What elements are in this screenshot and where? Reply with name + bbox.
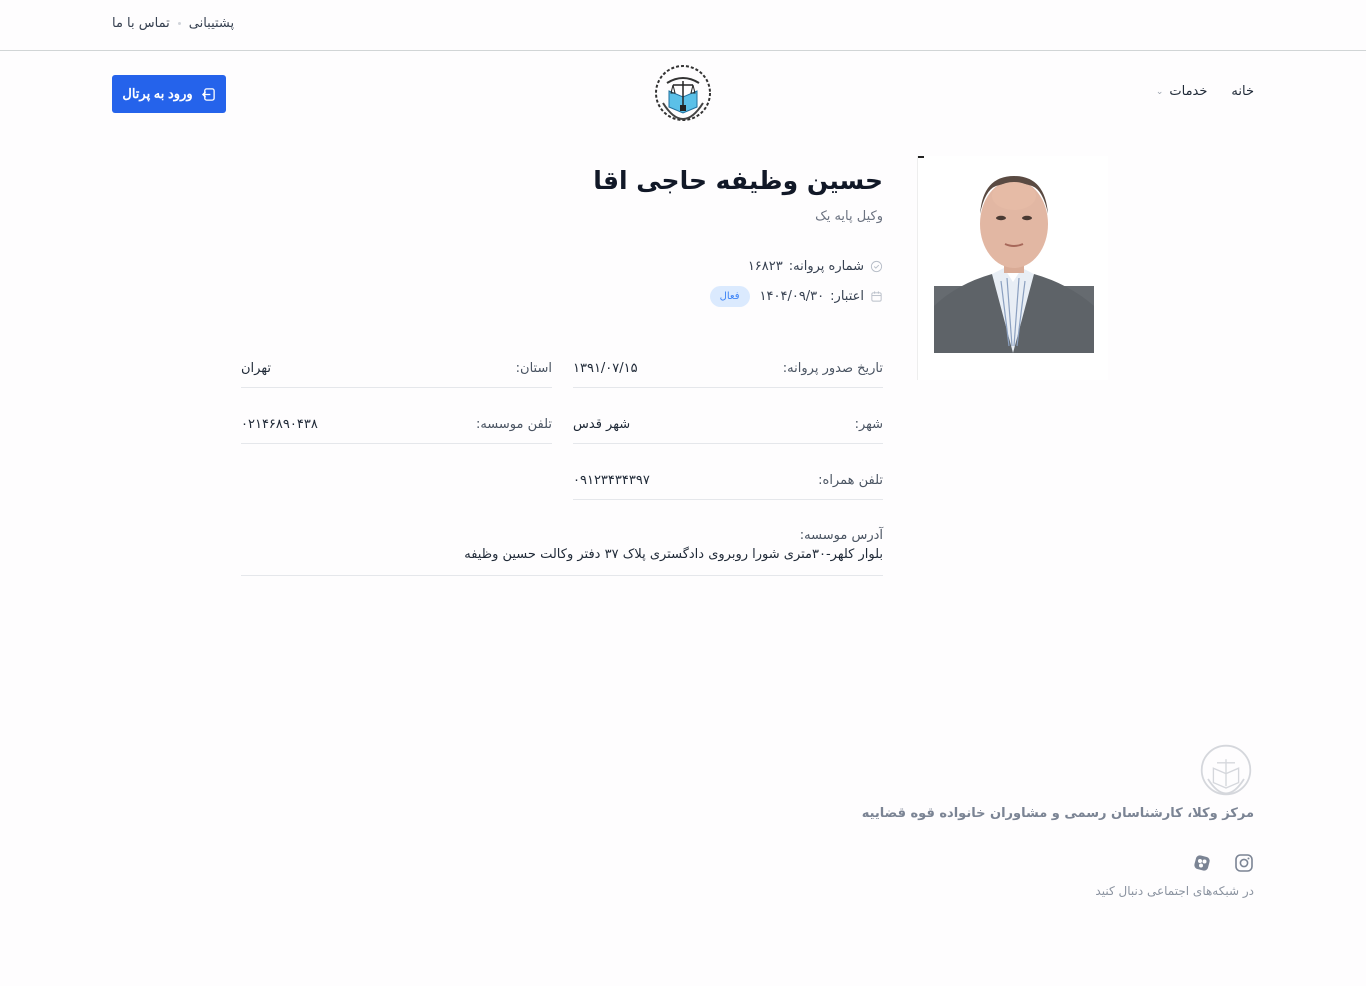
field-value: بلوار کلهر-۳۰متری شورا روبروی دادگستری پلاک ۳۷ دفتر وکالت حسین وظیفه xyxy=(464,547,883,562)
calendar-icon xyxy=(870,290,883,303)
field-license-issue-date xyxy=(573,350,883,388)
field-label: استان: xyxy=(515,361,552,376)
license-number: ۱۶۸۲۳ xyxy=(747,259,783,274)
footer-follow-text: در شبکه‌های اجتماعی دنبال کنید xyxy=(1095,884,1254,898)
contact-us-link[interactable]: تماس با ما xyxy=(112,16,170,31)
nav-item-services[interactable] xyxy=(1156,84,1208,99)
field-mobile-phone xyxy=(573,462,883,500)
field-city xyxy=(573,406,883,444)
field-label: تاریخ صدور پروانه: xyxy=(782,361,883,376)
field-value: شهر قدس xyxy=(573,417,631,432)
nav-label: خانه xyxy=(1231,84,1254,99)
field-value: ۱۳۹۱/۰۷/۱۵ xyxy=(573,361,638,376)
footer-org-name: مرکز وکلا، کارشناسان رسمی و مشاوران خانواده قوه قضاییه xyxy=(861,806,1254,821)
field-label: شهر: xyxy=(854,417,883,432)
instagram-icon[interactable] xyxy=(1234,853,1254,873)
check-circle-icon xyxy=(870,260,883,273)
judiciary-logo[interactable] xyxy=(653,63,713,123)
lawyer-title: وکیل پایه یک xyxy=(815,209,883,224)
chevron-down-icon: ⌄ xyxy=(1155,86,1164,97)
top-links xyxy=(112,16,234,31)
rubika-icon[interactable] xyxy=(1192,853,1212,873)
field-office-address xyxy=(241,528,883,576)
license-label: شماره پروانه: xyxy=(788,259,864,274)
social-links xyxy=(1192,853,1254,873)
portal-login-button[interactable] xyxy=(112,75,226,113)
support-link[interactable]: پشتیبانی xyxy=(188,16,235,31)
field-label: آدرس موسسه: xyxy=(799,528,883,543)
nav-label: خدمات xyxy=(1169,84,1208,99)
nav-item-home[interactable] xyxy=(1231,84,1254,99)
field-value: تهران xyxy=(241,361,271,376)
validity-row xyxy=(710,286,883,307)
field-label: تلفن موسسه: xyxy=(475,417,552,432)
login-icon xyxy=(201,87,216,102)
validity-label: اعتبار: xyxy=(830,289,864,304)
lawyer-photo xyxy=(917,156,1108,380)
separator-dot xyxy=(178,22,181,25)
status-badge: فعال xyxy=(710,286,750,307)
validity-date: ۱۴۰۴/۰۹/۳۰ xyxy=(759,289,825,304)
field-label: تلفن همراه: xyxy=(818,473,883,488)
portrait-image xyxy=(917,156,1108,380)
portal-button-label: ورود به پرتال xyxy=(122,86,193,101)
license-number-row xyxy=(748,259,883,274)
field-value: ۰۹۱۲۳۴۳۴۳۹۷ xyxy=(573,473,650,488)
field-value: ۰۲۱۴۶۸۹۰۴۳۸ xyxy=(241,417,318,432)
field-office-phone xyxy=(241,406,552,444)
footer-logo xyxy=(1199,743,1253,797)
main-nav xyxy=(1156,84,1254,99)
field-province xyxy=(241,350,552,388)
top-bar xyxy=(0,0,1366,51)
lawyer-name: حسین وظیفه حاجی اقا xyxy=(593,166,883,195)
